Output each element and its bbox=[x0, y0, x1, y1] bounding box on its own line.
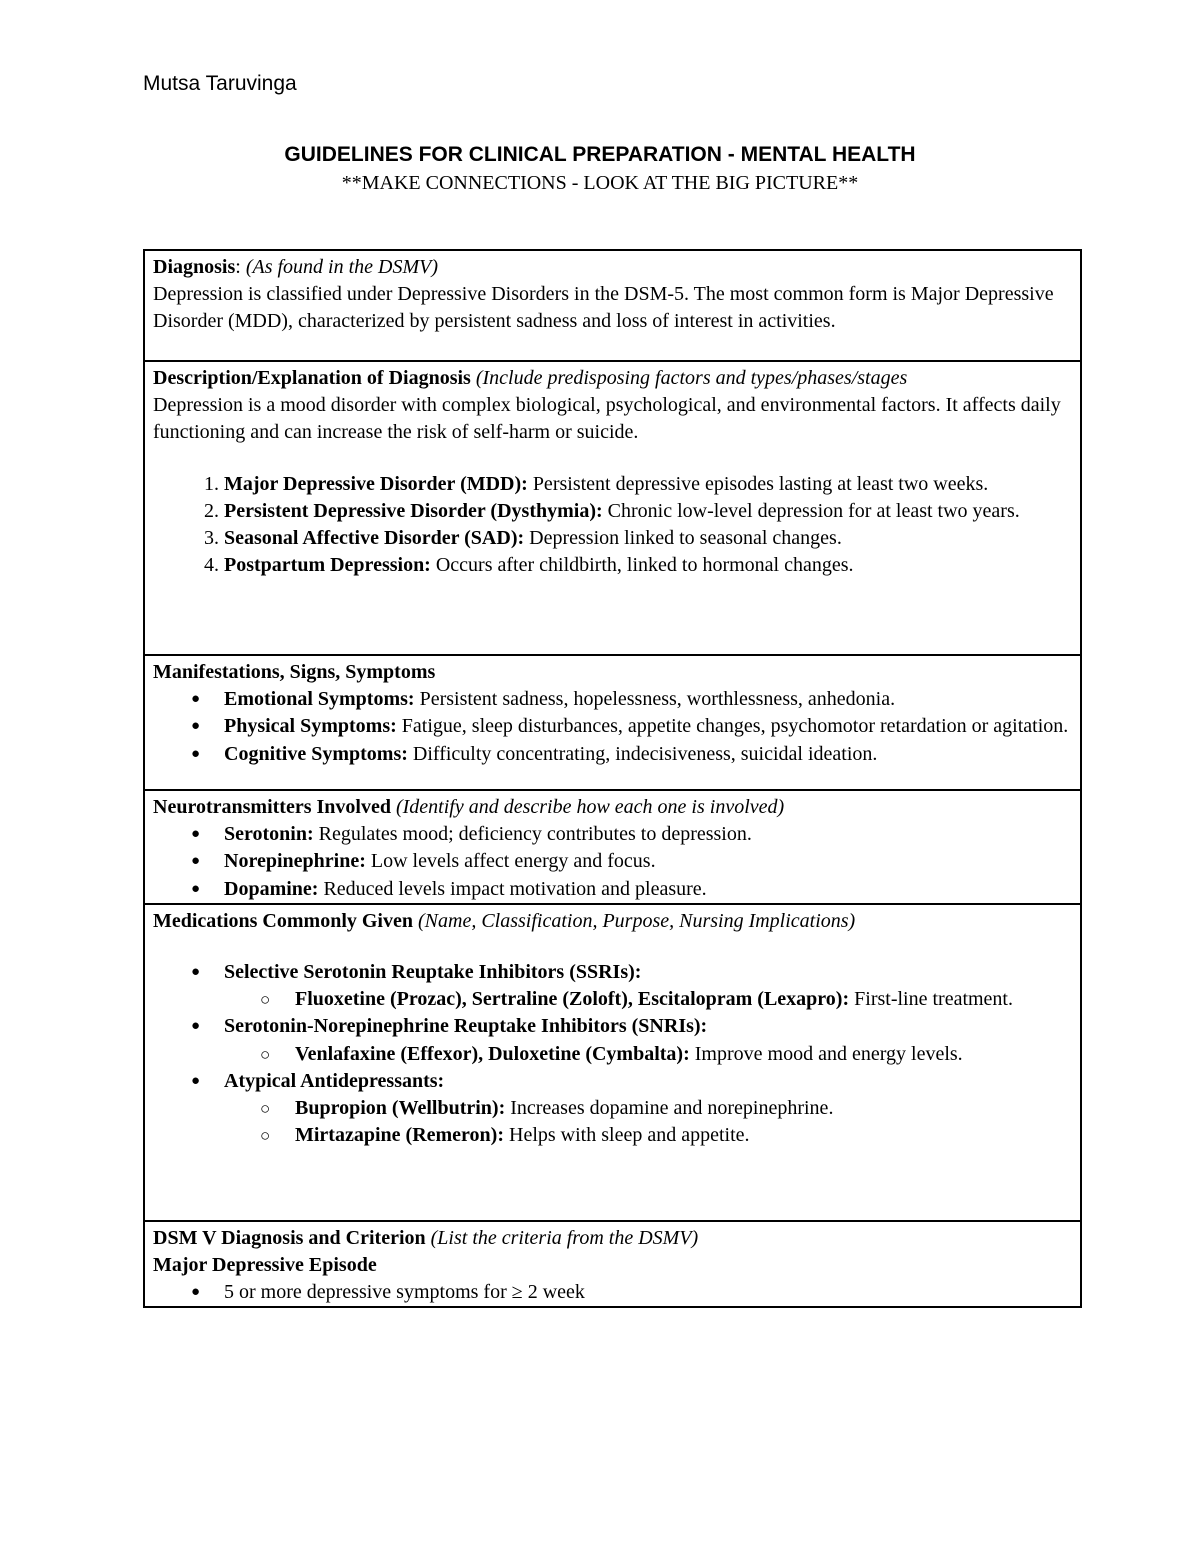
list-item bbox=[295, 1122, 1072, 1149]
list-item-text: Persistent depressive episodes lasting at least two weeks. bbox=[527, 472, 989, 495]
page-title: GUIDELINES FOR CLINICAL PREPARATION - MENTAL HEALTH bbox=[284, 143, 916, 166]
list-item-term: Fluoxetine (Prozac), Sertraline (Zoloft), Escitalopram (Lexapro): bbox=[295, 988, 850, 1011]
list-item bbox=[295, 1041, 1072, 1068]
list-item-text: Depression linked to seasonal changes. bbox=[524, 527, 842, 550]
list-item-text: Low levels affect energy and focus. bbox=[365, 850, 656, 873]
description-cell bbox=[144, 361, 1081, 655]
medication-sublist bbox=[224, 1095, 1072, 1149]
medications-cell bbox=[144, 904, 1081, 1221]
dsm-hint: (List the criteria from the DSMV) bbox=[425, 1226, 699, 1249]
medication-classes-list bbox=[153, 959, 1072, 1149]
diagnosis-colon: : bbox=[235, 256, 241, 278]
list-item-text: Regulates mood; deficiency contributes to depression. bbox=[313, 823, 752, 846]
medications-heading: Medications Commonly Given bbox=[153, 909, 413, 932]
diagnosis-heading: Diagnosis bbox=[153, 256, 236, 278]
medication-sublist bbox=[224, 986, 1072, 1013]
list-item-text: Difficulty concentrating, indecisiveness, suicidal ideation. bbox=[407, 742, 878, 765]
list-item-term: Postpartum Depression: bbox=[224, 554, 431, 577]
neurotransmitters-list bbox=[153, 821, 1072, 903]
dsm-heading: DSM V Diagnosis and Criterion bbox=[153, 1226, 426, 1249]
list-item-term: Physical Symptoms: bbox=[224, 715, 397, 738]
section-medications bbox=[144, 904, 1081, 1221]
list-item bbox=[224, 1013, 1072, 1067]
list-item-text: First-line treatment. bbox=[849, 988, 1013, 1011]
list-item-text: Fatigue, sleep disturbances, appetite changes, psychomotor retardation or agitation. bbox=[396, 715, 1069, 738]
list-item-term: Emotional Symptoms: bbox=[224, 688, 415, 711]
diagnosis-heading-line bbox=[153, 254, 1072, 281]
neurotransmitters-heading-line bbox=[153, 794, 1072, 821]
list-item-term: Venlafaxine (Effexor), Duloxetine (Cymbalta): bbox=[295, 1042, 690, 1065]
diagnosis-hint: (As found in the DSMV) bbox=[240, 256, 438, 278]
dsm-criteria-list bbox=[153, 1279, 1072, 1306]
diagnosis-cell bbox=[144, 250, 1081, 361]
spacer bbox=[153, 447, 1072, 471]
medications-heading-line bbox=[153, 908, 1072, 935]
list-item bbox=[224, 471, 1072, 498]
medications-hint: (Name, Classification, Purpose, Nursing Implications) bbox=[413, 909, 856, 932]
list-item bbox=[224, 959, 1072, 1013]
medication-sublist bbox=[224, 1041, 1072, 1068]
list-item bbox=[295, 1095, 1072, 1122]
list-item-text: Reduced levels impact motivation and pleasure. bbox=[318, 877, 707, 900]
list-item bbox=[224, 552, 1072, 579]
dsm-heading-line bbox=[153, 1225, 1072, 1252]
list-item-term: Serotonin: bbox=[224, 823, 314, 846]
spacer bbox=[153, 935, 1072, 959]
list-item bbox=[224, 876, 1072, 903]
list-item bbox=[224, 1068, 1072, 1150]
symptoms-list bbox=[153, 686, 1072, 768]
manifestations-cell bbox=[144, 655, 1081, 790]
neurotransmitters-cell bbox=[144, 790, 1081, 904]
list-item bbox=[295, 986, 1072, 1013]
manifestations-heading: Manifestations, Signs, Symptoms bbox=[153, 661, 436, 683]
page-subtitle: **MAKE CONNECTIONS - LOOK AT THE BIG PICTURE** bbox=[341, 172, 859, 194]
section-dsm bbox=[144, 1221, 1081, 1308]
list-item-term: Bupropion (Wellbutrin): bbox=[295, 1097, 506, 1120]
list-item bbox=[224, 741, 1072, 768]
list-item bbox=[224, 1279, 1072, 1306]
list-item bbox=[224, 713, 1072, 740]
dsm-subheading: Major Depressive Episode bbox=[153, 1254, 377, 1277]
list-item-term: Persistent Depressive Disorder (Dysthymia): bbox=[224, 499, 603, 522]
medication-class-label: Selective Serotonin Reuptake Inhibitors (SSRIs): bbox=[224, 961, 642, 984]
list-item-text: Persistent sadness, hopelessness, worthlessness, anhedonia. bbox=[414, 688, 896, 711]
description-hint: (Include predisposing factors and types/phases/stages bbox=[470, 367, 908, 389]
list-item bbox=[224, 686, 1072, 713]
diagnosis-text: Depression is classified under Depressive Disorders in the DSM-5. The most common form is Major Depressive Disorder (MDD), characterized by persistent sadness and loss of interest in activities. bbox=[153, 283, 1054, 333]
description-heading: Description/Explanation of Diagnosis bbox=[153, 367, 471, 389]
list-item-term: Seasonal Affective Disorder (SAD): bbox=[224, 527, 525, 550]
section-manifestations bbox=[144, 655, 1081, 790]
neurotransmitters-hint: (Identify and describe how each one is involved) bbox=[390, 796, 785, 818]
section-diagnosis bbox=[144, 250, 1081, 361]
list-item-text: Increases dopamine and norepinephrine. bbox=[505, 1097, 834, 1120]
list-item-text: Improve mood and energy levels. bbox=[689, 1042, 963, 1065]
list-item bbox=[224, 821, 1072, 848]
preparation-table bbox=[143, 249, 1082, 1308]
list-item-term: Major Depressive Disorder (MDD): bbox=[224, 472, 528, 495]
list-item-term: Mirtazapine (Remeron): bbox=[295, 1124, 505, 1147]
section-neurotransmitters bbox=[144, 790, 1081, 904]
dsm-cell bbox=[144, 1221, 1081, 1308]
list-item-term: Cognitive Symptoms: bbox=[224, 742, 408, 765]
depression-types-list bbox=[153, 471, 1072, 580]
list-item bbox=[224, 498, 1072, 525]
neurotransmitters-heading: Neurotransmitters Involved bbox=[153, 796, 391, 818]
list-item-term: Norepinephrine: bbox=[224, 850, 366, 873]
list-item-text: 5 or more depressive symptoms for ≥ 2 week bbox=[224, 1281, 585, 1304]
list-item-term: Dopamine: bbox=[224, 877, 319, 900]
description-heading-line bbox=[153, 365, 1072, 392]
list-item bbox=[224, 848, 1072, 875]
list-item-text: Occurs after childbirth, linked to hormonal changes. bbox=[430, 554, 854, 577]
list-item-text: Chronic low-level depression for at least two years. bbox=[602, 499, 1020, 522]
author-name: Mutsa Taruvinga bbox=[143, 72, 297, 95]
description-text: Depression is a mood disorder with complex biological, psychological, and environmental factors. It affects daily functioning and can increase the risk of self-harm or suicide. bbox=[153, 394, 1061, 444]
medication-class-label: Serotonin-Norepinephrine Reuptake Inhibitors (SNRIs): bbox=[224, 1015, 708, 1038]
list-item bbox=[224, 525, 1072, 552]
medication-class-label: Atypical Antidepressants: bbox=[224, 1069, 445, 1092]
list-item-text: Helps with sleep and appetite. bbox=[504, 1124, 750, 1147]
section-description bbox=[144, 361, 1081, 655]
